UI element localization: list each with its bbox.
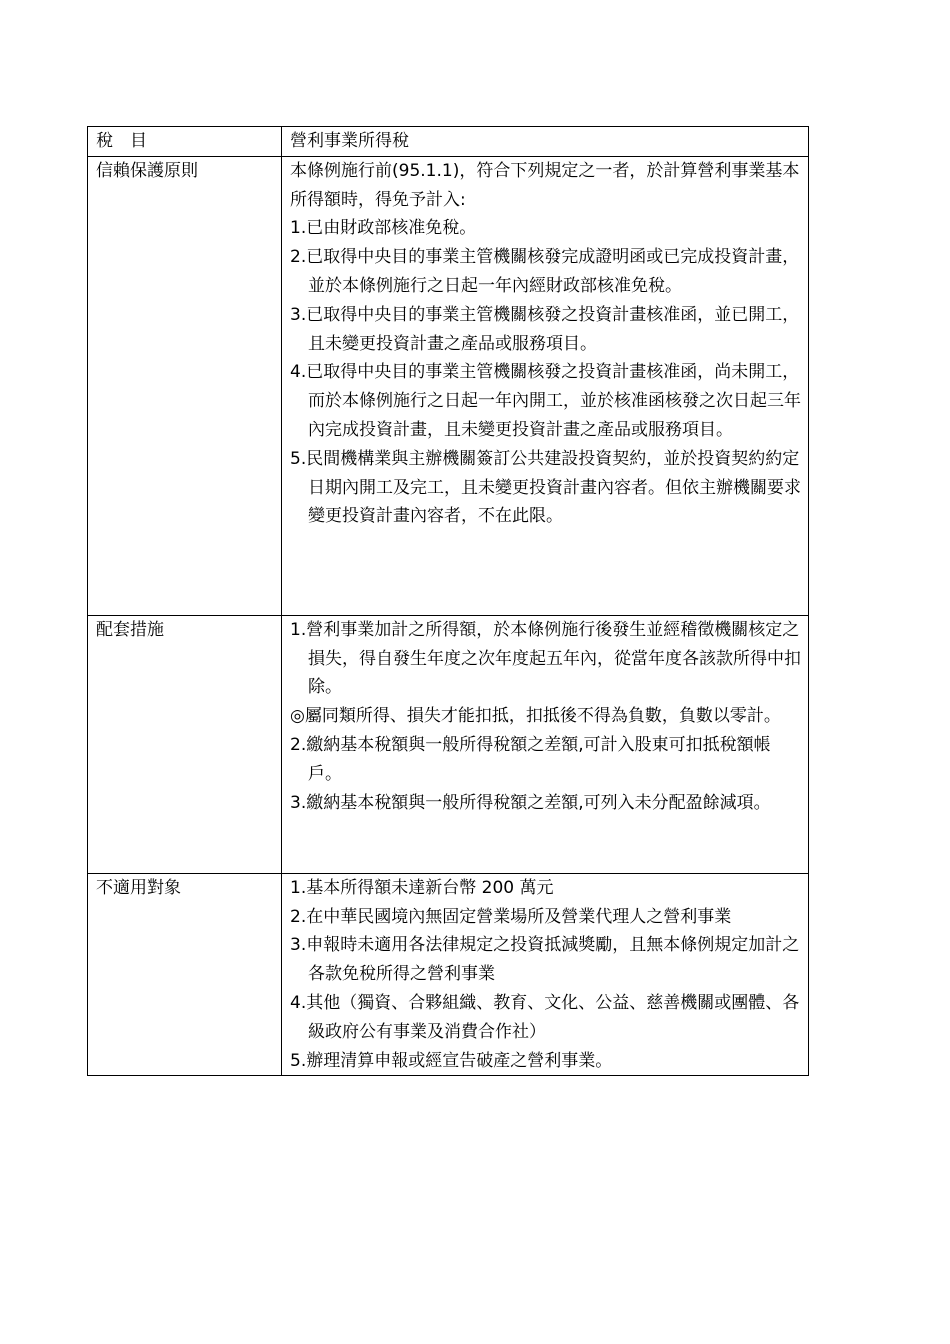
list-item: ◎屬同類所得、損失才能扣抵，扣抵後不得為負數，負數以零計。 [290, 706, 781, 727]
row-intro: 本條例施行前(95.1.1)，符合下列規定之一者，於計算營利事業基本所得額時，得免予計入: [290, 160, 800, 210]
list-item: 5.民間機構業與主辦機關簽訂公共建設投資契約，並於投資契約約定日期內開工及完工，且未變更投資計畫內容者。但依主辦機關要求變更投資計畫內容者，不在此限。 [290, 448, 801, 527]
list-item: 2.繳納基本稅額與一般所得稅額之差額,可計入股東可扣抵稅額帳戶。 [290, 734, 771, 784]
table-row-reliance-principle [88, 156, 809, 615]
list-item: 5.辦理清算申報或經宣告破產之營利事業。 [290, 1050, 613, 1071]
item-list [290, 874, 802, 1076]
header-value: 營利事業所得稅 [290, 131, 409, 151]
row-label-cell [88, 615, 282, 873]
list-item: 1.基本所得額未達新台幣 200 萬元 [290, 877, 554, 898]
list-item: 1.已由財政部核准免稅。 [290, 218, 477, 239]
header-label-cell [88, 127, 282, 157]
row-label: 配套措施 [96, 619, 164, 640]
list-item: 2.在中華民國境內無固定營業場所及營業代理人之營利事業 [290, 906, 732, 927]
table-header-row [88, 127, 809, 157]
header-label: 稅 目 [96, 131, 147, 151]
row-content-cell [282, 156, 809, 615]
list-item: 3.繳納基本稅額與一般所得稅額之差額,可列入未分配盈餘減項。 [290, 792, 771, 813]
row-label-cell [88, 873, 282, 1076]
header-value-cell [282, 127, 809, 157]
item-list [290, 616, 802, 818]
list-item: 4.其他（獨資、合夥組織、教育、文化、公益、慈善機關或團體、各級政府公有事業及消費合作社） [290, 992, 800, 1042]
list-item: 3.申報時未適用各法律規定之投資抵減獎勵，且無本條例規定加計之各款免稅所得之營利事業 [290, 935, 800, 985]
list-item: 4.已取得中央目的事業主管機關核發之投資計畫核准函，尚未開工，而於本條例施行之日起一年內開工，並於核准函核發之次日起三年內完成投資計畫，且未變更投資計畫之產品或服務項目。 [290, 362, 801, 440]
row-label-cell [88, 156, 282, 615]
list-item: 3.已取得中央目的事業主管機關核發之投資計畫核准函，並已開工，且未變更投資計畫之產品或服務項目。 [290, 304, 800, 354]
list-item: 1.營利事業加計之所得額，於本條例施行後發生並經稽徵機關核定之損失，得自發生年度之次年度起五年內，從當年度各該款所得中扣除。 [290, 619, 801, 698]
table-row-not-applicable [88, 873, 809, 1076]
table-row-supporting-measures [88, 615, 809, 873]
item-list [290, 214, 802, 531]
row-label: 信賴保護原則 [96, 160, 198, 181]
row-content-cell [282, 615, 809, 873]
list-item: 2.已取得中央目的事業主管機關核發完成證明函或已完成投資計畫，並於本條例施行之日起一年內經財政部核准免稅。 [290, 247, 800, 296]
row-content-cell [282, 873, 809, 1076]
tax-summary-table [87, 126, 809, 1076]
row-label: 不適用對象 [96, 877, 181, 898]
